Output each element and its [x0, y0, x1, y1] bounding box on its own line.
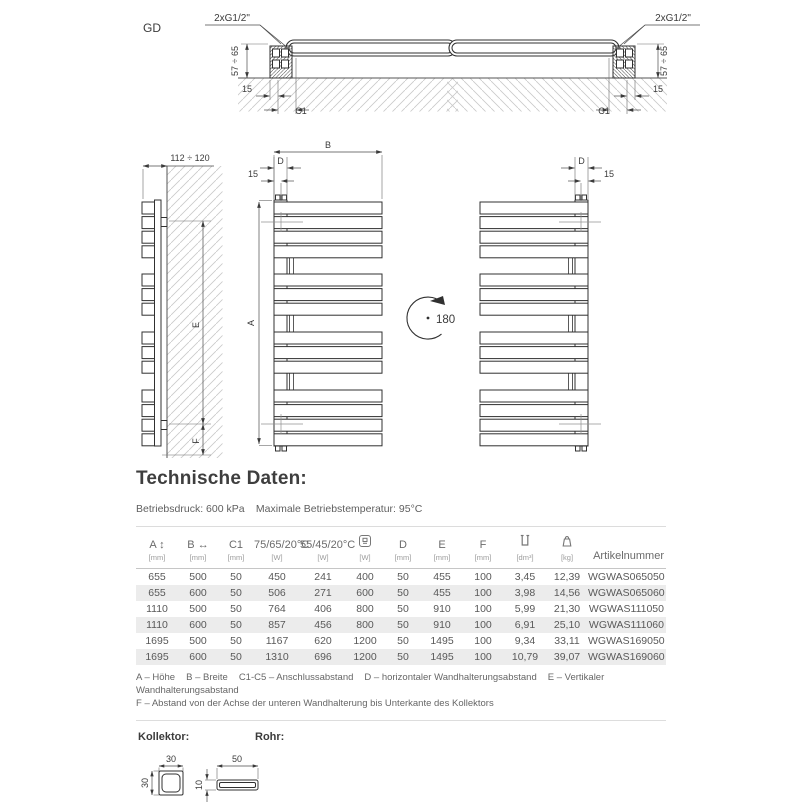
- table-cell: 600: [189, 587, 207, 599]
- table-cell: 1495: [430, 635, 454, 647]
- table-cell: WGWAS169050: [588, 635, 665, 647]
- table-cell: 455: [433, 571, 451, 583]
- table-row: [136, 585, 666, 601]
- dim-d: D: [578, 156, 585, 166]
- table-cell: 50: [397, 635, 409, 647]
- table-cell: 1695: [145, 651, 169, 663]
- table-cell: 271: [314, 587, 332, 599]
- table-cell: 3,98: [514, 587, 536, 599]
- table-cell: 39,07: [553, 651, 581, 663]
- table-cell: 800: [356, 619, 374, 631]
- dim-c1: C1: [295, 106, 307, 116]
- table-cell: 620: [314, 635, 332, 647]
- side-tubes: [142, 202, 155, 446]
- table-row: [136, 633, 666, 649]
- table-cell: 50: [397, 651, 409, 663]
- table-cell: 241: [314, 571, 332, 583]
- wall-bracket-top: [161, 218, 167, 227]
- operating-pressure: Betriebsdruck: 600 kPa: [136, 503, 245, 515]
- dim-f: F: [191, 438, 201, 444]
- table-cell: 655: [148, 571, 166, 583]
- table-cell: 1695: [145, 635, 169, 647]
- dim-e: E: [191, 321, 201, 329]
- table-cell: 50: [230, 635, 242, 647]
- table-cell: 50: [230, 619, 242, 631]
- col-power-55: 55/45/20°C [W]: [300, 527, 346, 569]
- table-row: [136, 617, 666, 633]
- table-cell: 1495: [430, 651, 454, 663]
- table-cell: 50: [230, 587, 242, 599]
- table-cell: 50: [230, 651, 242, 663]
- table-cell: 25,10: [553, 619, 581, 631]
- technical-data-table: [136, 526, 666, 665]
- table-cell: 857: [268, 619, 286, 631]
- dim-wall-distance: 57 ÷ 65: [230, 46, 240, 76]
- table-cell: 600: [189, 619, 207, 631]
- table-cell: 3,45: [514, 571, 536, 583]
- dim-c1: C1: [598, 106, 610, 116]
- table-cell: WGWAS169060: [588, 651, 665, 663]
- col-f: F [mm]: [462, 527, 504, 569]
- table-cell: 600: [356, 587, 374, 599]
- front-view-rotated-drawing: [480, 195, 601, 451]
- connection-size-label: 2xG1/2": [655, 13, 691, 24]
- table-row: [136, 569, 666, 586]
- table-cell: 14,56: [553, 587, 581, 599]
- table-cell: 50: [397, 587, 409, 599]
- wall-bracket-bottom: [161, 421, 167, 430]
- table-row: [136, 601, 666, 617]
- rohr-height-dim: 10: [194, 780, 204, 791]
- table-cell: 910: [433, 619, 451, 631]
- col-d: D [mm]: [384, 527, 422, 569]
- weight-icon: [560, 534, 574, 548]
- table-cell: 33,11: [554, 635, 580, 647]
- table-cell: 910: [433, 603, 451, 615]
- table-cell: 100: [474, 587, 492, 599]
- table-cell: 500: [189, 603, 207, 615]
- table-cell: 50: [397, 603, 409, 615]
- table-cell: 1167: [265, 635, 289, 647]
- profile-drawings: [136, 723, 476, 809]
- col-width: B ↔ [mm]: [178, 527, 218, 569]
- rohr-label: Rohr:: [255, 731, 285, 744]
- table-row: [136, 649, 666, 665]
- collector-side: [155, 200, 162, 446]
- water-content-icon: [518, 534, 532, 548]
- col-water-content: [dm³]: [504, 527, 546, 569]
- legend-line-2: F – Abstand von der Achse der unteren Wandhalterung bis Unterkante des Kollektors: [136, 697, 494, 709]
- table-cell: 21,30: [553, 603, 581, 615]
- max-temperature: Maximale Betriebstemperatur: 95°C: [255, 503, 423, 515]
- table-cell: 5,99: [514, 603, 536, 615]
- col-weight: [kg]: [546, 527, 588, 569]
- table-body: [136, 569, 666, 666]
- dim-a: A: [246, 319, 256, 327]
- table-cell: 1200: [353, 635, 377, 647]
- col-c1: C1 [mm]: [218, 527, 254, 569]
- table-cell: WGWAS065050: [588, 571, 665, 583]
- kollektor-cross-section: [152, 766, 183, 795]
- table-cell: 655: [148, 587, 166, 599]
- side-view-drawing: [142, 166, 223, 458]
- table-cell: 50: [230, 603, 242, 615]
- rohr-cross-section: [205, 766, 258, 802]
- legend-line-1: A – Höhe B – Breite C1-C5 – Anschlussabstand D – horizontaler Wandhalterungsabstand E – Vertikaler Wandhalterungsabstand: [136, 672, 605, 696]
- operating-specs: [136, 503, 666, 515]
- col-e: E [mm]: [422, 527, 462, 569]
- rotation-angle-label: 180: [436, 314, 456, 326]
- table-cell: WGWAS065060: [588, 587, 665, 599]
- table-cell: 500: [189, 571, 207, 583]
- connection-size-label: 2xG1/2": [214, 13, 250, 24]
- table-cell: 764: [268, 603, 286, 615]
- table-header-row: [136, 527, 666, 569]
- kollektor-height-dim: 30: [140, 778, 150, 789]
- table-cell: 10,79: [511, 651, 539, 663]
- table-cell: 456: [314, 619, 332, 631]
- table-cell: 600: [189, 651, 207, 663]
- table-cell: 100: [474, 635, 492, 647]
- rohr-width-dim: 50: [231, 754, 243, 765]
- front-view-drawing: [261, 195, 382, 451]
- col-height: A ↕ [mm]: [136, 527, 178, 569]
- col-electric-power: [W]: [346, 527, 384, 569]
- table-cell: 100: [474, 619, 492, 631]
- profiles-section: [136, 720, 666, 809]
- col-artikelnummer: Artikelnummer: [588, 527, 666, 569]
- kollektor-width-dim: 30: [165, 754, 177, 765]
- table-cell: 50: [397, 571, 409, 583]
- table-cell: 406: [314, 603, 332, 615]
- table-cell: 100: [474, 603, 492, 615]
- table-cell: 12,39: [553, 571, 581, 583]
- table-cell: 506: [268, 587, 286, 599]
- table-cell: 400: [356, 571, 374, 583]
- electric-heater-icon: [358, 534, 372, 548]
- table-cell: 50: [397, 619, 409, 631]
- technical-data-section: [136, 468, 666, 809]
- dim-15: 15: [247, 169, 259, 179]
- variant-label-gd: GD: [143, 21, 161, 35]
- wall-hatch: [168, 166, 223, 458]
- table-cell: 1110: [146, 619, 168, 631]
- table-cell: 1110: [146, 603, 168, 615]
- table-cell: 100: [474, 651, 492, 663]
- kollektor-label: Kollektor:: [138, 731, 190, 744]
- col-power-75: 75/65/20°C [W]: [254, 527, 300, 569]
- page-title: Technische Daten:: [136, 468, 307, 489]
- table-cell: 1200: [353, 651, 377, 663]
- dim-d: D: [277, 156, 284, 166]
- table-cell: 100: [474, 571, 492, 583]
- dimension-legend: [136, 672, 666, 710]
- table-cell: 450: [268, 571, 286, 583]
- rotation-center-dot: [427, 317, 430, 320]
- table-cell: 1310: [265, 651, 289, 663]
- table-cell: 696: [314, 651, 332, 663]
- kollektor-outer: [159, 771, 183, 795]
- dim-wall-distance: 57 ÷ 65: [659, 46, 669, 76]
- table-cell: 6,91: [514, 619, 536, 631]
- table-cell: WGWAS111060: [588, 619, 664, 631]
- detail-drawing-left: [205, 25, 458, 114]
- table-cell: 800: [356, 603, 374, 615]
- dim-offset-15: 15: [241, 84, 253, 94]
- table-cell: WGWAS111050: [588, 603, 664, 615]
- table-cell: 9,34: [514, 635, 536, 647]
- table-cell: 50: [230, 571, 242, 583]
- dim-depth: 112 ÷ 120: [170, 153, 210, 163]
- rohr-outer: [217, 780, 258, 790]
- dim-offset-15: 15: [652, 84, 664, 94]
- dim-15: 15: [603, 169, 615, 179]
- dim-b: B: [324, 140, 332, 150]
- table-cell: 500: [189, 635, 207, 647]
- table-cell: 455: [433, 587, 451, 599]
